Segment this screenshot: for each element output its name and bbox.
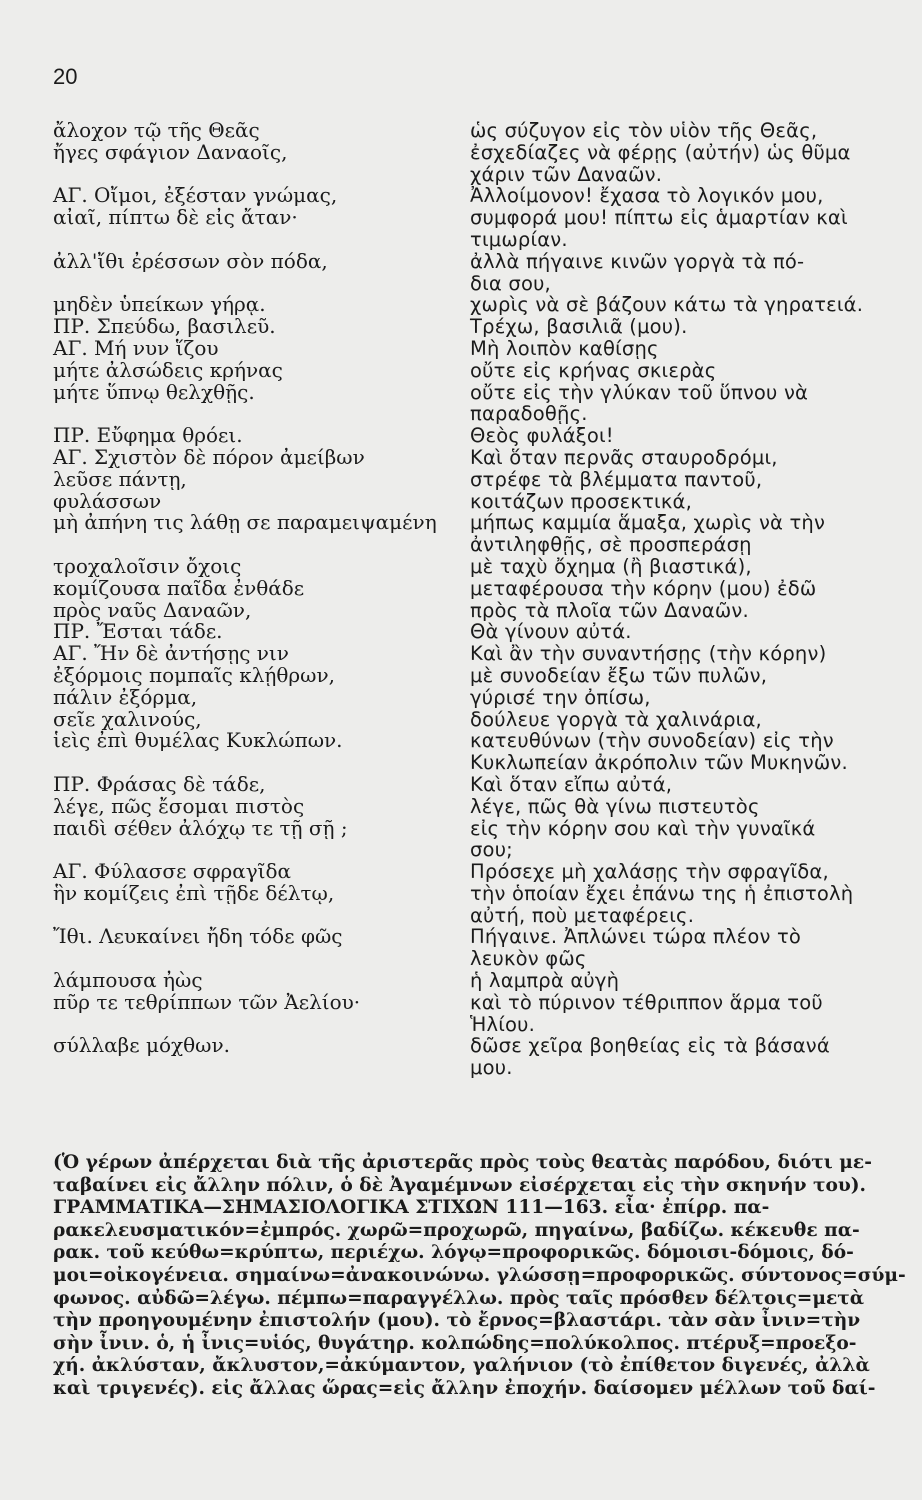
verse-line — [53, 839, 463, 861]
verse-line: ἣν κομίζεις ἐπὶ τῇδε δέλτῳ, — [53, 880, 335, 905]
verse-line — [53, 164, 463, 186]
verse-line — [53, 948, 463, 970]
translation-line: ἀντιληφθῇς, σὲ προσπεράσῃ — [470, 533, 752, 557]
translation-line: Καὶ ἂν τὴν συναντήσῃς (τὴν κόρην) — [470, 642, 827, 666]
verse-line: παιδὶ σέθεν ἀλόχῳ τε τῇ σῇ ; — [53, 815, 348, 840]
note-line: χή. ἀκλύσταν, ἄκλυστον,=ἀκύμαντον, γαλήνιον (τὸ ἐπίθετον διγενές, ἀλλὰ — [53, 1355, 870, 1377]
translation-line: μεταφέρουσα τὴν κόρην (μου) ἐδῶ — [470, 576, 817, 600]
verse-line: πάλιν ἐξόρμα, — [53, 684, 198, 709]
verse-line: τροχαλοῖσιν ὄχοις — [53, 553, 242, 578]
translation-line: Θεὸς φυλάξοι! — [470, 424, 614, 448]
verse-line: μὴ ἀπήνη τις λάθῃ σε παραμειψαμένη — [53, 510, 437, 535]
verse-line: ἀλλ'ἴθι ἐρέσσων σὸν πόδα, — [53, 248, 328, 273]
verse-line: ΑΓ. Οἴμοι, ἐξέσταν γνώμας, — [53, 183, 338, 208]
verse-line: ΑΓ. Μή νυν ἵζου — [53, 335, 219, 360]
translation-line: Τρέχω, βασιλιᾶ (μου). — [470, 315, 688, 339]
verse-line: ἄλοχον τῷ τῆς Θεᾶς — [53, 118, 260, 142]
verse-line: μηδὲν ὑπείκων γήρᾳ. — [53, 292, 266, 317]
page-number: 20 — [53, 64, 78, 89]
verse-line — [53, 229, 463, 251]
verse-line — [53, 534, 463, 556]
translation-line: πρὸς τὰ πλοῖα τῶν Δαναῶν. — [470, 598, 749, 622]
verse-line — [53, 1014, 463, 1036]
modern-greek-translation-column — [470, 120, 895, 1079]
verse-line: ΑΓ. Φύλασσε σφραγῖδα — [53, 859, 292, 884]
notes-section — [53, 1152, 906, 1401]
translation-line: τιμωρίαν. — [470, 227, 568, 251]
translation-line: Πρόσεχε μὴ χαλάσῃς τὴν σφραγῖδα, — [470, 860, 829, 884]
verse-line: ΑΓ. Ἤν δὲ ἀντήσῃς νιν — [53, 641, 289, 666]
translation-line: μὲ συνοδείαν ἔξω τῶν πυλῶν, — [470, 663, 768, 687]
note-line: ρακελευσματικόν=ἐμπρός. χωρῶ=προχωρῶ, πηγαίνω, βαδίζω. κέκευθε πα- — [53, 1219, 860, 1241]
translation-line: οὔτε εἰς τὴν γλύκαν τοῦ ὕπνου νὰ — [470, 380, 809, 404]
note-line: σὴν ἶνιν. ὁ, ἡ ἶνις=υἱός, θυγάτηρ. κολπώδης=πολύκολπος. πτέρυξ=προεξο- — [53, 1332, 857, 1354]
verse-line: ἐξόρμοις πομπαῖς κλῄθρων, — [53, 662, 336, 687]
verse-line: πρὸς ναῦς Δαναῶν, — [53, 597, 252, 622]
verse-line: σεῖε χαλινούς, — [53, 706, 202, 731]
translation-line: χωρὶς νὰ σὲ βάζουν κάτω τὰ γηρατειά. — [470, 293, 864, 317]
verse-line: ΠΡ. Εὔφημα θρόει. — [53, 423, 243, 448]
verse-line — [53, 273, 463, 295]
translation-line: ὡς σύζυγον εἰς τὸν υἱὸν τῆς Θεᾶς, — [470, 119, 818, 142]
translation-line: δια σου, — [470, 271, 551, 295]
verse-line: φυλάσσων — [53, 488, 162, 513]
verse-line: κομίζουσα παῖδα ἐνθάδε — [53, 575, 305, 600]
translation-line: τὴν ὁποίαν ἔχει ἐπάνω της ἡ ἐπιστολὴ — [470, 881, 854, 905]
translation-line: καὶ τὸ πύρινον τέθριππον ἅρμα τοῦ — [470, 990, 823, 1014]
verse-line: Ἴθι. Λευκαίνει ἤδη τόδε φῶς — [53, 924, 343, 949]
translation-line: μὲ ταχὺ ὄχημα (ἢ βιαστικά), — [470, 554, 752, 578]
translation-line: αὐτή, ποὺ μεταφέρεις. — [470, 903, 695, 927]
verse-line: ΠΡ. Ἔσται τάδε. — [53, 619, 223, 644]
translation-line: γύρισέ την ὀπίσω, — [470, 685, 651, 709]
translation-line: Καὶ ὅταν περνᾶς σταυροδρόμι, — [470, 445, 778, 469]
translation-line: Μὴ λοιπὸν καθίσῃς — [470, 336, 659, 360]
note-line: (Ὁ γέρων ἀπέρχεται διὰ τῆς ἀριστερᾶς πρὸς τοὺς θεατὰς παρόδου, διότι με- — [53, 1152, 872, 1173]
note-line: καὶ τριγενές). εἰς ἄλλας ὥρας=εἰς ἄλλην ἐποχήν. δαίσομεν μέλλων τοῦ δαί- — [53, 1377, 876, 1399]
verse-line: σύλλαβε μόχθων. — [53, 1033, 230, 1058]
translation-line: Πήγαινε. Ἀπλώνει τώρα πλέον τὸ — [470, 925, 802, 949]
translation-line: δούλευε γοργὰ τὰ χαλινάρια, — [470, 707, 762, 731]
note-line: φωνος. αὐδῶ=λέγω. πέμπω=παραγγέλλω. πρὸς ταῖς πρόσθεν δέλτοις=μετὰ — [53, 1287, 865, 1309]
translation-line: Κυκλωπείαν ἀκρόπολιν τῶν Μυκηνῶν. — [470, 751, 848, 775]
translation-line: σου; — [470, 838, 513, 862]
verse-line: λάμπουσα ἠὼς — [53, 968, 203, 993]
translation-line: λέγε, πῶς θὰ γίνω πιστευτὸς — [470, 794, 760, 818]
verse-line — [53, 905, 463, 927]
translation-line: μήπως καμμία ἅμαξα, χωρὶς νὰ τὴν — [470, 511, 826, 535]
verse-line: ἱεὶς ἐπὶ θυμέλας Κυκλώπων. — [53, 728, 343, 753]
verse-line — [53, 403, 463, 425]
translation-line: μου. — [470, 1056, 513, 1080]
translation-line: Θὰ γίνουν αὐτά. — [470, 620, 632, 644]
note-line: ΓΡΑΜΜΑΤΙΚΑ—ΣΗΜΑΣΙΟΛΟΓΙΚΑ ΣΤΙΧΩΝ 111—163. εἶα· ἐπίρρ. πα- — [53, 1197, 770, 1219]
translation-line: κοιτάζων προσεκτικά, — [470, 489, 692, 513]
translation-line: χάριν τῶν Δαναῶν. — [470, 162, 663, 186]
verse-line: ΑΓ. Σχιστὸν δὲ πόρον ἀμείβων — [53, 444, 365, 469]
verse-line: μήτε ὕπνῳ θελχθῇς. — [53, 379, 255, 404]
translation-line: λευκὸν φῶς — [470, 947, 587, 971]
verse-line: αἰαῖ, πίπτω δὲ εἰς ἄταν· — [53, 205, 298, 230]
translation-line: κατευθύνων (τὴν συνοδείαν) εἰς τὴν — [470, 729, 834, 753]
translation-line: ἀλλὰ πήγαινε κινῶν γοργὰ τὰ πό- — [470, 249, 805, 273]
verse-line: ἤγες σφάγιον Δαναοῖς, — [53, 139, 288, 164]
translation-line: στρέφε τὰ βλέμματα παντοῦ, — [470, 467, 763, 491]
verse-line: ΠΡ. Φράσας δὲ τάδε, — [53, 771, 266, 796]
translation-line: παραδοθῇς. — [470, 402, 588, 426]
verse-line: λεῦσε πάντῃ, — [53, 466, 187, 491]
translation-line: δῶσε χεῖρα βοηθείας εἰς τὰ βάσανά — [470, 1034, 830, 1058]
translation-line: συμφορά μου! πίπτω εἰς ἁμαρτίαν καὶ — [470, 206, 848, 230]
translation-line: οὔτε εἰς κρήνας σκιερὰς — [470, 358, 717, 382]
note-line: τὴν προηγουμένην ἐπιστολήν (μου). τὸ ἔρνος=βλαστάρι. τὰν σὰν ἶνιν=τὴν — [53, 1310, 861, 1332]
verse-line — [53, 752, 463, 774]
translation-line: εἰς τὴν κόρην σου καὶ τὴν γυναῖκά — [470, 816, 816, 840]
note-line: μοι=οἰκογένεια. σημαίνω=ἀνακοινώνω. γλώσσῃ=προφορικῶς. σύντονος=σύμ- — [53, 1264, 906, 1286]
note-line: ταβαίνει εἰς ἄλλην πόλιν, ὁ δὲ Ἀγαμέμνων εἰσέρχεται εἰς τὴν σκηνήν του). — [53, 1174, 867, 1196]
verse-line: μήτε ἀλσώδεις κρήνας — [53, 357, 283, 382]
translation-line: Ἡλίου. — [470, 1012, 536, 1036]
translation-line: ἡ λαμπρὰ αὐγὴ — [470, 969, 620, 993]
translation-line: Καὶ ὅταν εἴπω αὐτά, — [470, 772, 673, 796]
verse-line: ΠΡ. Σπεύδω, βασιλεῦ. — [53, 314, 276, 339]
verse-line: πῦρ τε τεθρίππων τῶν Ἀελίου· — [53, 989, 361, 1014]
note-line: ρακ. τοῦ κεύθω=κρύπτω, περιέχω. λόγῳ=προφορικῶς. δόμοισι-δόμοις, δό- — [53, 1242, 854, 1264]
translation-line: Ἀλλοίμονον! ἔχασα τὸ λογικόν μου, — [470, 184, 824, 208]
verse-line: λέγε, πῶς ἔσομαι πιστὸς — [53, 793, 305, 818]
ancient-greek-text-column — [53, 120, 463, 1057]
translation-line: ἐσχεδίαζες νὰ φέρῃς (αὐτήν) ὡς θῦμα — [470, 140, 851, 164]
